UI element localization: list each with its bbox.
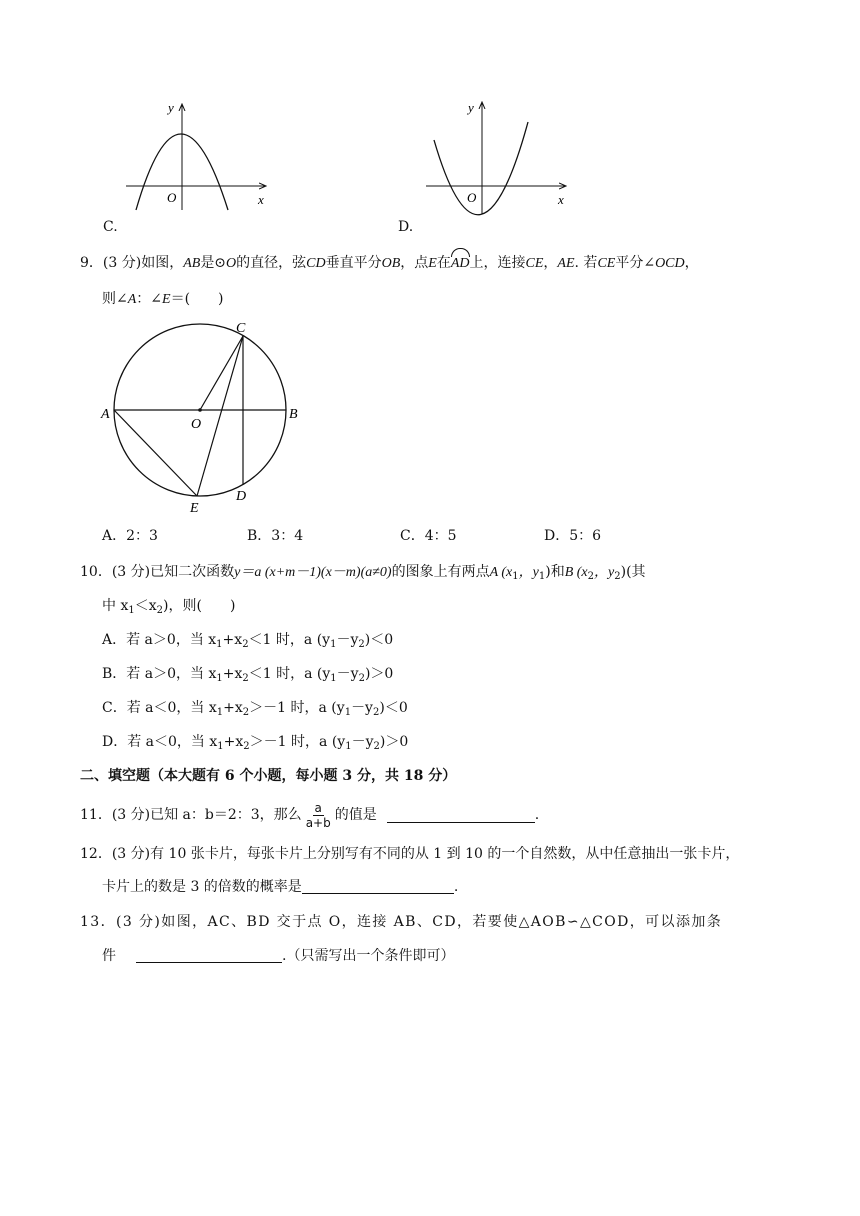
q9-number: 9．(3 分) <box>80 255 142 271</box>
q12-line2: 卡片上的数是 3 的倍数的概率是 . <box>102 879 459 895</box>
q9-option-a[interactable]: A．2：3 <box>102 528 158 544</box>
q10-line1: 10．(3 分)已知二次函数y＝a (x+m－1)(x－m)(a≠0)的图象上有两点A ($x_1$，$y_1$)和B ($x_2$，$y_2$)(其 <box>80 564 646 582</box>
q13-line1: 13．(3 分)如图，AC、BD 交于点 O，连接 AB、CD，若要使△AOB∽△COD，可以添加条 <box>80 914 723 930</box>
point-e-label: E <box>190 501 199 516</box>
graph-d <box>420 98 580 216</box>
q10-line2: 中 $x_1<x_2$)，则( ) <box>102 598 236 616</box>
point-a-label: A <box>101 407 110 422</box>
y-axis-label: y <box>168 100 174 115</box>
q9-option-c[interactable]: C．4：5 <box>400 528 457 544</box>
origin-label: O <box>467 190 477 205</box>
point-c-label: C <box>236 321 246 336</box>
q13-answer-blank[interactable] <box>136 948 282 963</box>
graph-c <box>118 98 278 216</box>
fraction: $\frac{a}{a+b}$ <box>305 800 331 830</box>
q10-option-a[interactable]: A．若 a＞0，当 $x_1+x_2<1$ 时，a $(y_1-y_2)<0$ <box>102 632 394 650</box>
point-d-label: D <box>236 489 247 504</box>
q9-circle-figure <box>96 318 316 518</box>
q12-answer-blank[interactable] <box>302 879 454 894</box>
q11-line: 11．(3 分) 已知 a：b＝2：3，那么 $\frac{a}{a+b}$ 的值是 . <box>80 800 540 830</box>
segment-ce <box>197 336 243 496</box>
q9-option-d[interactable]: D．5：6 <box>544 528 602 544</box>
graph-c-letter: C. <box>103 219 118 235</box>
q13-line2: 件 .（只需写出一个条件即可） <box>102 948 455 964</box>
q13-number: 13．(3 分) <box>80 914 162 930</box>
section-2-title: 二、填空题（本大题有 6 个小题，每小题 3 分，共 18 分） <box>80 768 457 784</box>
arc-ad: AD <box>451 254 470 274</box>
y-axis-label: y <box>468 100 474 115</box>
q11-number: 11．(3 分) <box>80 807 151 823</box>
graph-d-letter: D. <box>398 219 414 235</box>
q11-answer-blank[interactable] <box>387 808 535 823</box>
q9-line1: 9．(3 分)如图，AB是⊙O的直径，弦CD垂直平分OB，点E在AD上，连接CE，AE. 若CE平分∠OCD， <box>80 253 699 274</box>
parabola-curve <box>434 122 528 215</box>
point-o-label: O <box>191 417 202 432</box>
origin-label: O <box>167 190 177 205</box>
q9-option-b[interactable]: B．3：4 <box>247 528 304 544</box>
q9-line2: 则∠A：∠E＝( ) <box>102 291 224 307</box>
x-axis-label: x <box>558 192 564 207</box>
q10-number: 10．(3 分) <box>80 564 151 580</box>
q12-line1: 12．(3 分)有 10 张卡片，每张卡片上分别写有不同的从 1 到 10 的一个自然数，从中任意抽出一张卡片， <box>80 846 740 862</box>
q10-option-c[interactable]: C．若 a＜0，当 $x_1+x_2>-1$ 时，a $(y_1-y_2)<0$ <box>102 700 408 718</box>
point-b-label: B <box>289 407 298 422</box>
segment-oc <box>200 336 243 410</box>
center-point <box>198 408 202 412</box>
q10-option-b[interactable]: B．若 a＞0，当 $x_1+x_2<1$ 时，a $(y_1-y_2)>0$ <box>102 666 394 684</box>
x-axis-label: x <box>258 192 264 207</box>
q12-number: 12．(3 分) <box>80 846 151 862</box>
q10-option-d[interactable]: D．若 a＜0，当 $x_1+x_2>-1$ 时，a $(y_1-y_2)>0$ <box>102 734 409 752</box>
